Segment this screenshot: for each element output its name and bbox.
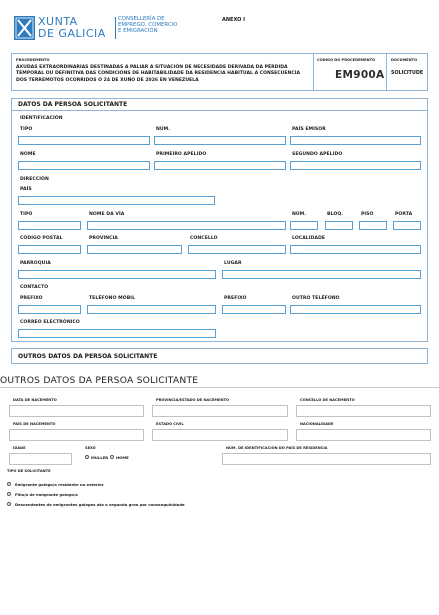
street-name-field[interactable] — [87, 221, 286, 230]
logo-separator — [115, 17, 116, 39]
birth-country-field[interactable] — [9, 429, 144, 441]
sex-female-text: MULLER — [91, 455, 109, 460]
id-number-field[interactable] — [154, 136, 286, 145]
province-field[interactable] — [87, 245, 182, 254]
other-data-box-title: OUTROS DATOS DA PERSOA SOLICITANTE — [18, 353, 158, 360]
parish-label: PARROQUIA — [20, 261, 51, 266]
procedure-code-label: CÓDIGO DO PROCEDEMENTO — [317, 58, 376, 62]
place-field[interactable] — [222, 270, 421, 279]
door-label: PORTA — [395, 212, 413, 217]
dept-line-3: E EMIGRACIÓN — [118, 28, 158, 34]
prefix-field[interactable] — [18, 305, 81, 314]
floor-label: PISO — [361, 212, 374, 217]
dept-line-2: EMPREGO, COMERCIO — [118, 22, 178, 28]
applicant-type-option2-text: Fillo/a de emigrante galego/a — [15, 492, 78, 497]
sex-label: SEXO — [85, 446, 96, 450]
applicant-type-option3-radio[interactable] — [7, 502, 11, 506]
id-number-label: NÚM. — [156, 127, 171, 132]
postal-code-field[interactable] — [18, 245, 81, 254]
procedure-divider — [313, 54, 314, 90]
birth-municipality-label: CONCELLO DE NACEMENTO — [300, 398, 355, 402]
procedure-title: AXUDAS EXTRAORDINARIAS DESTINADAS A PALIAR A SITUACIÓN DE NECESIDADE DERIVADA DA PÉRDIDA TEMPORAL OU DEFINITIVA DAS CONDICIÓNS DE HABITABILIDADE DA RESIDENCIA HABITUAL A CONSECUENCIA DOS TERREMOTOS OCORRIDOS O 24 DE XUÑO DE 2026 EN VENEZUELA — [16, 65, 301, 83]
sex-male-text: HOME — [116, 455, 129, 460]
dept-line-1: CONSELLERÍA DE — [118, 16, 165, 22]
applicant-type-option3-text: Descendentes de emigrantes galegos ata o segundo grao por consanguinidade — [15, 502, 185, 507]
first-surname-field[interactable] — [154, 161, 286, 170]
municipality-field[interactable] — [188, 245, 286, 254]
block-label: BLOQ. — [327, 212, 344, 217]
prefix2-field[interactable] — [222, 305, 286, 314]
second-surname-field[interactable] — [290, 161, 421, 170]
marital-status-label: ESTADO CIVIL — [156, 422, 184, 426]
postal-code-label: CÓDIGO POSTAL — [20, 236, 63, 241]
id-type-field[interactable] — [18, 136, 150, 145]
country-label: PAÍS — [20, 187, 32, 192]
procedure-label: PROCEDEMENTO — [16, 58, 50, 62]
email-label: CORREO ELECTRÓNICO — [20, 320, 80, 325]
place-label: LUGAR — [224, 261, 242, 266]
heading-rule — [0, 387, 439, 388]
sex-female-radio[interactable] — [85, 455, 89, 459]
birth-date-label: DATA DE NACEMENTO — [13, 398, 57, 402]
municipality-label: CONCELLO — [190, 236, 218, 241]
second-surname-label: SEGUNDO APELIDO — [292, 152, 343, 157]
first-name-field[interactable] — [18, 161, 150, 170]
age-field[interactable] — [9, 453, 72, 465]
email-field[interactable] — [18, 329, 216, 338]
address-heading: DIRECCIÓN — [20, 177, 49, 182]
birth-municipality-field[interactable] — [296, 405, 431, 417]
issuing-country-label: PAÍS EMISOR — [292, 127, 326, 132]
document-label: DOCUMENTO — [391, 58, 418, 62]
xunta-logo — [14, 15, 178, 42]
first-name-label: NOME — [20, 152, 36, 157]
identification-heading: IDENTIFICACIÓN — [20, 116, 63, 121]
province-label: PROVINCIA — [89, 236, 118, 241]
procedure-code: EM900A — [335, 69, 385, 81]
applicant-type-option2-radio[interactable] — [7, 492, 11, 496]
applicant-type-option1-text: Emigrante galego/a residente no exterior — [15, 482, 104, 487]
birth-province-label: PROVINCIA/ESTADO DE NACEMENTO — [156, 398, 229, 402]
residence-id-field[interactable] — [222, 453, 431, 465]
country-field[interactable] — [18, 196, 215, 205]
locality-label: LOCALIDADE — [292, 236, 326, 241]
prefix-label: PREFIXO — [20, 296, 43, 301]
document-value: SOLICITUDE — [391, 71, 424, 76]
sex-male-radio[interactable] — [110, 455, 114, 459]
street-number-field[interactable] — [290, 221, 318, 230]
birth-date-field[interactable] — [9, 405, 144, 417]
marital-status-field[interactable] — [152, 429, 288, 441]
other-phone-field[interactable] — [290, 305, 421, 314]
mobile-phone-field[interactable] — [87, 305, 216, 314]
birth-country-label: PAÍS DE NACEMENTO — [13, 422, 56, 426]
prefix2-label: PREFIXO — [224, 296, 247, 301]
applicant-type-option1-radio[interactable] — [7, 482, 11, 486]
procedure-divider — [386, 54, 387, 90]
locality-field[interactable] — [290, 245, 421, 254]
age-label: IDADE — [13, 446, 26, 450]
annex-label: ANEXO I — [222, 17, 245, 23]
procedure-box — [11, 53, 428, 91]
street-name-label: NOME DA VÍA — [89, 212, 125, 217]
other-data-heading: OUTROS DATOS DA PERSOA SOLICITANTE — [0, 375, 199, 386]
nationality-field[interactable] — [296, 429, 431, 441]
logo-text-galicia: DE GALICIA — [38, 27, 106, 40]
department-name — [118, 16, 177, 34]
floor-field[interactable] — [359, 221, 387, 230]
parish-field[interactable] — [18, 270, 216, 279]
xunta-emblem-icon — [14, 16, 35, 40]
street-number-label: NÚM. — [292, 212, 307, 217]
applicant-type-label: TIPO DE SOLICITANTE — [7, 469, 51, 473]
section-divider — [11, 110, 428, 111]
mobile-phone-label: TELÉFONO MÓBIL — [89, 296, 136, 301]
first-surname-label: PRIMEIRO APELIDO — [156, 152, 207, 157]
street-type-label: TIPO — [20, 212, 33, 217]
logo-text-xunta: XUNTA — [38, 15, 78, 28]
street-type-field[interactable] — [18, 221, 81, 230]
residence-id-label: NÚM. DE IDENTIFICACIÓN DO PAÍS DE RESIDENCIA — [226, 446, 328, 450]
applicant-section-title: DATOS DA PERSOA SOLICITANTE — [18, 101, 128, 108]
id-type-label: TIPO — [20, 127, 33, 132]
door-field[interactable] — [393, 221, 421, 230]
other-phone-label: OUTRO TELÉFONO — [292, 296, 340, 301]
nationality-label: NACIONALIDADE — [300, 422, 334, 426]
birth-province-field[interactable] — [152, 405, 288, 417]
contact-heading: CONTACTO — [20, 285, 49, 290]
block-field[interactable] — [325, 221, 353, 230]
issuing-country-field[interactable] — [290, 136, 421, 145]
